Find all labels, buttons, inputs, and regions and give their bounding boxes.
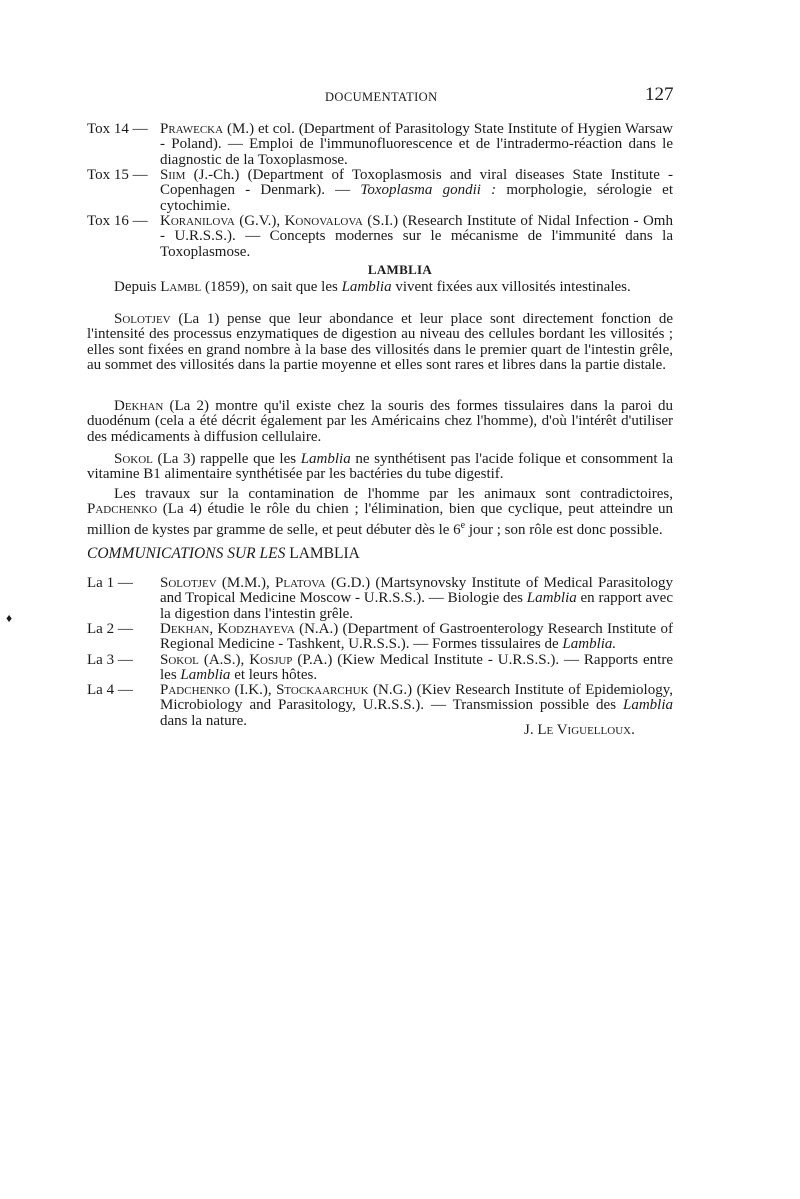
- running-header: [0, 84, 800, 112]
- reference-body: [160, 622, 673, 653]
- reference-text: (I.K.),: [230, 682, 277, 698]
- paragraph-text: (1859), on sait que les: [201, 279, 342, 295]
- paragraph-text: (La 1) pense que leur abondance et leur place sont directement fonction de l'intensité des processus enzymatiques de digestion au niveau des cellules bordant les villosités ; elles sont fixées en grand nombre à la base des villosités dans le premier quart de l'intestin grêle, au sommet des villosités dans la partie moyenne et elles sont rares et libres dans la partie distale.: [87, 311, 673, 374]
- reference-tox-15: [87, 168, 673, 214]
- paragraph-text: jour ; son rôle est donc possible.: [465, 521, 663, 538]
- author-name: Solotjev: [114, 311, 171, 327]
- reference-text: (P.A.) (Kiew Medical Institute - U.R.S.S.). — Rapports entre les: [160, 652, 673, 684]
- reference-code: La 2 —: [87, 621, 133, 637]
- reference-text: (M.) et col. (Department of Parasitology State Institute of Hygien Warsaw - Poland). — Emploi de l'immunofluorescence et de l'intradermo-réaction dans le diagnostic de la Toxoplasmose.: [160, 121, 673, 168]
- author-name: Platova: [275, 575, 326, 591]
- reference-body: [160, 214, 673, 260]
- reference-text: (G.V.),: [234, 213, 285, 229]
- paragraph: [87, 312, 673, 374]
- author-name: Koranilova: [160, 213, 235, 229]
- page-number: 127: [645, 84, 674, 105]
- author-name: Lambl: [160, 279, 202, 295]
- reference-code: La 4 —: [87, 682, 133, 698]
- genus-name: Lamblia.: [562, 636, 617, 653]
- reference-title-rest: morphologie, sérologie et cytochimie.: [160, 182, 674, 214]
- genus-name: Lamblia: [526, 590, 577, 607]
- reference-code: Tox 16 —: [87, 213, 148, 229]
- paragraph-text: Depuis: [114, 279, 161, 295]
- author-name: Sokol: [114, 451, 153, 467]
- genus-name: Lamblia: [341, 279, 392, 295]
- author-name: Dekhan, Kodzhayeva: [160, 621, 295, 637]
- reference-body: [160, 168, 673, 214]
- reference-code: La 1 —: [87, 575, 133, 591]
- paragraph-text: (La 4) étudie le rôle du chien ; l'élimination, bien que cyclique, peut atteindre un million de kystes par gramme de selle, et peut débuter dès le 6: [87, 501, 673, 538]
- reference-body: [160, 653, 673, 684]
- author-name: Konovalova: [284, 213, 363, 229]
- author-name: Solotjev: [160, 575, 217, 591]
- reference-code: La 3 —: [87, 652, 133, 668]
- genus-name: Lamblia: [300, 451, 351, 467]
- author-name: Padchenko: [87, 501, 158, 518]
- reference-code: Tox 14 —: [87, 121, 148, 137]
- reference-text: (N.A.) (Department of Gastroenterology Research Institute of Regional Medicine - Tashkent, U.R.S.S.). — Formes tissulaires de: [160, 621, 673, 653]
- paragraph-text: ne synthétisent pas l'acide folique et consomment la vitamine B1 alimentaire synthétisée par les bactéries du tube digestif.: [87, 451, 674, 483]
- reference-text: et leurs hôtes.: [230, 667, 318, 684]
- reference-tox-14: [87, 122, 673, 168]
- author-signature: [524, 722, 635, 739]
- reference-text: (N.G.) (Kiev Research Institute of Epidemiology, Microbiology and Parasitology, U.R.S.S.). — Transmission possible des: [160, 682, 673, 714]
- reference-text: (A.S.),: [198, 652, 250, 668]
- superscript: e: [460, 519, 466, 531]
- paragraph: [87, 452, 673, 483]
- paragraph-text: Les travaux sur la contamination de l'homme par les animaux sont contradictoires,: [114, 486, 673, 502]
- reference-body: [160, 122, 673, 168]
- paragraph: [87, 487, 673, 538]
- heading-plain: LAMBLIA: [285, 545, 360, 562]
- reference-text: en rapport avec la digestion dans l'intestin grêle.: [160, 590, 673, 622]
- paragraph-text: vivent fixées aux villosités intestinales.: [391, 279, 631, 295]
- author-name: Padchenko: [160, 682, 231, 698]
- author-name: Siim: [160, 167, 186, 183]
- reference-title-italic: Toxoplasma gondii :: [360, 182, 497, 199]
- author-name: Stockaarchuk: [276, 682, 369, 698]
- section-heading: LAMBLIA: [367, 262, 433, 277]
- genus-name: Lamblia: [622, 697, 673, 714]
- paragraph: [87, 280, 673, 295]
- reference-text: dans la nature.: [160, 712, 248, 729]
- communications-heading: [87, 545, 360, 563]
- author-name: Prawecka: [160, 121, 224, 137]
- author-name: Kosjup: [249, 652, 293, 668]
- signature-initial: J.: [524, 722, 538, 738]
- reference-text: (J.-Ch.) (Department of Toxoplasmosis and viral diseases State Institute - Copenhagen - Denmark). —: [160, 167, 673, 199]
- paragraph-text: (La 2) montre qu'il existe chez la souris des formes tissulaires dans la paroi du duodénum (cela a été décrit également par les Américains chez l'homme), d'où l'intérêt d'utiliser des médicaments à diffusion cellulaire.: [87, 398, 673, 445]
- reference-la-2: [87, 622, 673, 653]
- heading-italic: COMMUNICATIONS SUR LES: [87, 545, 286, 562]
- signature-name: Le Viguelloux: [537, 722, 632, 738]
- reference-text: (S.I.) (Research Institute of Nidal Infection - Omh - U.R.S.S.). — Concepts modernes sur le mécanisme de l'immunité dans la Toxoplasmose.: [160, 213, 673, 260]
- running-title: DOCUMENTATION: [325, 90, 438, 104]
- genus-name: Lamblia: [180, 667, 231, 684]
- signature-period: .: [631, 722, 635, 738]
- reference-code: Tox 15 —: [87, 167, 148, 183]
- reference-body: [160, 576, 673, 622]
- margin-mark-icon: ♦: [6, 611, 13, 625]
- paragraph: [87, 399, 673, 445]
- reference-la-1: [87, 576, 673, 622]
- reference-la-3: [87, 653, 673, 684]
- reference-text: (M.M.),: [216, 575, 276, 591]
- author-name: Dekhan: [114, 398, 164, 414]
- author-name: Sokol: [160, 652, 199, 668]
- reference-tox-16: [87, 214, 673, 260]
- paragraph-text: (La 3) rappelle que les: [152, 451, 301, 467]
- reference-text: (G.D.) (Martsynovsky Institute of Medical Parasitology and Tropical Medicine Moscow - U.R.S.S.). — Biologie des: [160, 575, 673, 607]
